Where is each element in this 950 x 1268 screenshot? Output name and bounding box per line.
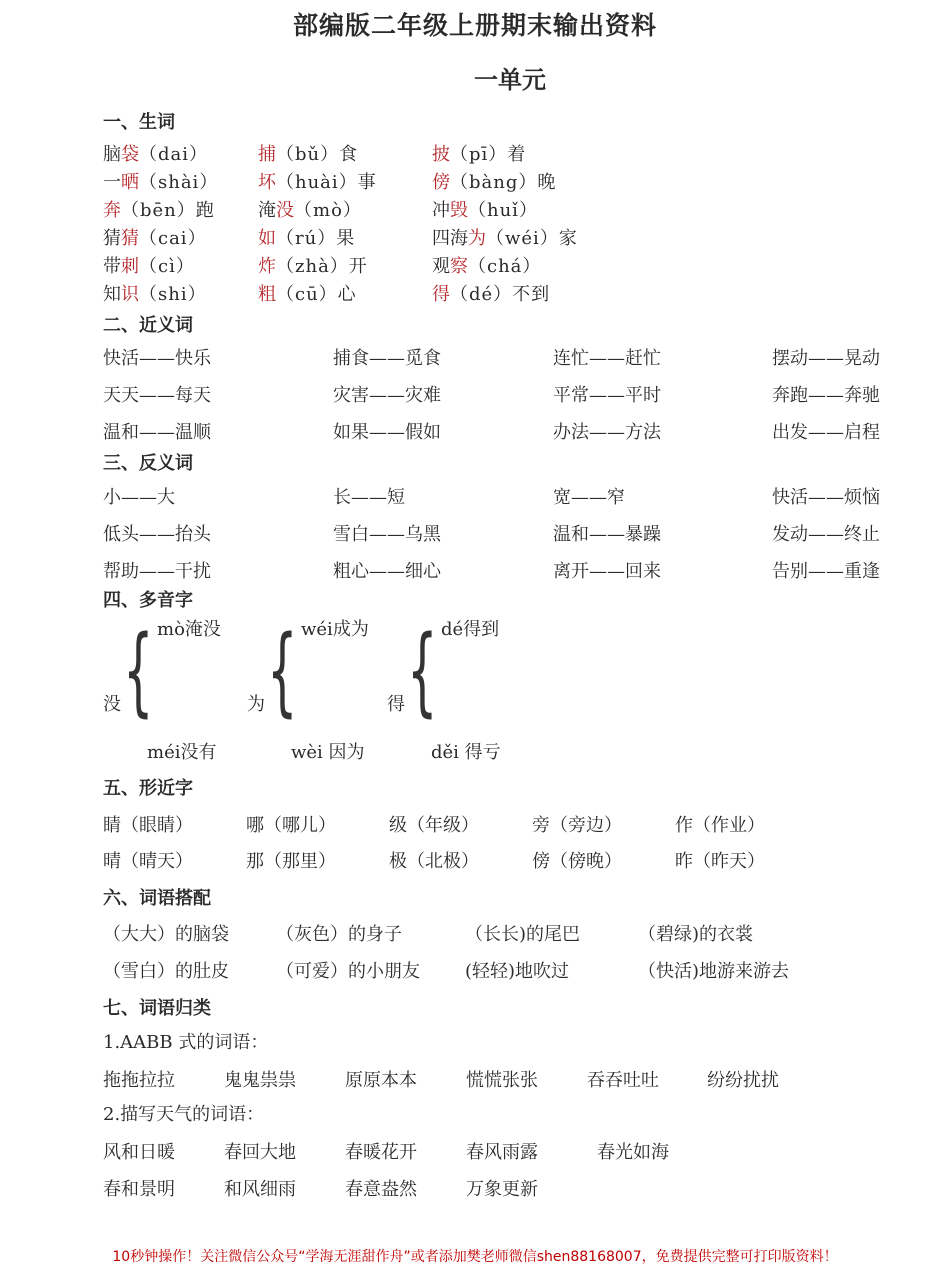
polyphone-char: 为 — [247, 694, 265, 715]
section-heading-synonyms: 二、近义词 — [103, 315, 193, 336]
highlighted-char: 察 — [450, 256, 468, 277]
pinyin-and-suffix: （shi） — [139, 284, 207, 305]
brace-icon: { — [267, 615, 298, 727]
new-word-entry — [258, 197, 362, 225]
new-word-entry — [258, 169, 377, 197]
synonym-pair: 快活——快乐 — [103, 348, 211, 369]
weather-subheading: 2.描写天气的词语： — [103, 1104, 265, 1125]
highlighted-char: 晒 — [121, 172, 139, 193]
aabb-word: 纷纷扰扰 — [707, 1070, 779, 1091]
synonym-pair: 平常——平时 — [553, 385, 661, 406]
highlighted-char: 猜 — [121, 228, 139, 249]
word-prefix: 四海 — [432, 228, 468, 249]
new-word-entry — [258, 253, 368, 281]
new-word-entry — [103, 197, 215, 225]
collocation-phrase: （灰色）的身子 — [276, 924, 402, 945]
word-prefix: 淹 — [258, 200, 276, 221]
similar-char-pair: 那（那里） — [246, 851, 336, 872]
new-word-entry — [432, 141, 526, 169]
aabb-subheading: 1.AABB 式的词语： — [103, 1032, 269, 1053]
polyphone-char: 得 — [387, 694, 405, 715]
weather-word: 春风雨露 — [466, 1142, 538, 1163]
new-word-entry — [432, 253, 541, 281]
weather-word: 春光如海 — [597, 1142, 669, 1163]
highlighted-char: 捕 — [258, 144, 276, 165]
highlighted-char: 识 — [121, 284, 139, 305]
polyphone-reading-bottom: wèi 因为 — [291, 742, 365, 763]
new-word-entry — [432, 197, 538, 225]
pinyin-and-suffix: （huài）事 — [276, 172, 377, 193]
collocation-phrase: （雪白）的肚皮 — [103, 961, 229, 982]
polyphone-reading-top: dé得到 — [441, 619, 500, 640]
word-prefix: 猜 — [103, 228, 121, 249]
synonym-pair: 连忙——赶忙 — [553, 348, 661, 369]
synonym-pair: 灾害——灾难 — [333, 385, 441, 406]
pinyin-and-suffix: （pī）着 — [450, 144, 527, 165]
new-word-entry — [103, 169, 218, 197]
pinyin-and-suffix: （huǐ） — [468, 200, 538, 221]
section-heading-new-words: 一、生词 — [103, 112, 175, 133]
synonym-pair: 天天——每天 — [103, 385, 211, 406]
aabb-word: 拖拖拉拉 — [103, 1070, 175, 1091]
word-prefix: 冲 — [432, 200, 450, 221]
synonym-pair: 出发——启程 — [772, 422, 880, 443]
pinyin-and-suffix: （mò） — [294, 200, 362, 221]
antonym-pair: 低头——抬头 — [103, 524, 211, 545]
new-word-entry — [103, 281, 207, 309]
highlighted-char: 为 — [468, 228, 486, 249]
word-prefix: 一 — [103, 172, 121, 193]
weather-word: 万象更新 — [466, 1179, 538, 1200]
pinyin-and-suffix: （bàng）晚 — [450, 172, 557, 193]
highlighted-char: 毁 — [450, 200, 468, 221]
aabb-word: 原原本本 — [345, 1070, 417, 1091]
synonym-pair: 如果——假如 — [333, 422, 441, 443]
pinyin-and-suffix: （cì） — [139, 256, 195, 277]
new-word-entry — [103, 225, 207, 253]
section-heading-word-groups: 七、词语归类 — [103, 998, 211, 1019]
new-word-entry — [258, 225, 355, 253]
collocation-phrase: （碧绿)的衣裳 — [638, 924, 754, 945]
collocation-phrase: （可爱）的小朋友 — [276, 961, 420, 982]
weather-word: 春和景明 — [103, 1179, 175, 1200]
similar-char-pair: 旁（旁边） — [532, 815, 622, 836]
pinyin-and-suffix: （dé）不到 — [450, 284, 551, 305]
synonym-pair: 捕食——觅食 — [333, 348, 441, 369]
highlighted-char: 奔 — [103, 200, 121, 221]
pinyin-and-suffix: （cū）心 — [276, 284, 357, 305]
synonym-pair: 奔跑——奔驰 — [772, 385, 880, 406]
word-prefix: 带 — [103, 256, 121, 277]
synonym-pair: 办法——方法 — [553, 422, 661, 443]
similar-char-pair: 哪（哪儿） — [246, 815, 336, 836]
similar-char-pair: 极（北极） — [389, 851, 479, 872]
weather-word: 春意盎然 — [345, 1179, 417, 1200]
pinyin-and-suffix: （cai） — [139, 228, 207, 249]
polyphone-reading-bottom: méi没有 — [147, 742, 217, 763]
pinyin-and-suffix: （bǔ）食 — [276, 144, 359, 165]
highlighted-char: 得 — [432, 284, 450, 305]
new-word-entry — [432, 169, 556, 197]
weather-word: 春暖花开 — [345, 1142, 417, 1163]
highlighted-char: 袋 — [121, 144, 139, 165]
highlighted-char: 没 — [276, 200, 294, 221]
highlighted-char: 披 — [432, 144, 450, 165]
collocation-phrase: (轻轻)地吹过 — [465, 961, 570, 982]
highlighted-char: 傍 — [432, 172, 450, 193]
highlighted-char: 炸 — [258, 256, 276, 277]
antonym-pair: 告别——重逢 — [772, 561, 880, 582]
antonym-pair: 长——短 — [333, 487, 405, 508]
pinyin-and-suffix: （wéi）家 — [486, 228, 578, 249]
new-word-entry — [103, 141, 208, 169]
section-heading-antonyms: 三、反义词 — [103, 453, 193, 474]
similar-char-pair: 作（作业） — [675, 815, 765, 836]
antonym-pair: 雪白——乌黑 — [333, 524, 441, 545]
collocation-phrase: （大大）的脑袋 — [103, 924, 229, 945]
aabb-word: 吞吞吐吐 — [587, 1070, 659, 1091]
polyphone-char: 没 — [103, 694, 121, 715]
word-prefix: 知 — [103, 284, 121, 305]
new-word-entry — [258, 281, 357, 309]
similar-char-pair: 级（年级） — [389, 815, 479, 836]
antonym-pair: 离开——回来 — [553, 561, 661, 582]
antonym-pair: 宽——窄 — [553, 487, 625, 508]
highlighted-char: 坏 — [258, 172, 276, 193]
new-word-entry — [103, 253, 195, 281]
aabb-word: 鬼鬼祟祟 — [224, 1070, 296, 1091]
pinyin-and-suffix: （dai） — [139, 144, 209, 165]
highlighted-char: 刺 — [121, 256, 139, 277]
weather-word: 风和日暖 — [103, 1142, 175, 1163]
synonym-pair: 温和——温顺 — [103, 422, 211, 443]
synonym-pair: 摆动——晃动 — [772, 348, 880, 369]
similar-char-pair: 晴（晴天） — [103, 851, 193, 872]
highlighted-char: 粗 — [258, 284, 276, 305]
antonym-pair: 粗心——细心 — [333, 561, 441, 582]
polyphone-reading-top: mò淹没 — [157, 619, 221, 640]
collocation-phrase: （长长)的尾巴 — [465, 924, 581, 945]
word-prefix: 脑 — [103, 144, 121, 165]
antonym-pair: 温和——暴躁 — [553, 524, 661, 545]
aabb-word: 慌慌张张 — [466, 1070, 538, 1091]
pinyin-and-suffix: （shài） — [139, 172, 219, 193]
new-word-entry — [432, 225, 578, 253]
weather-word: 春回大地 — [224, 1142, 296, 1163]
word-prefix: 观 — [432, 256, 450, 277]
section-heading-collocations: 六、词语搭配 — [103, 888, 211, 909]
antonym-pair: 帮助——干扰 — [103, 561, 211, 582]
antonym-pair: 发动——终止 — [772, 524, 880, 545]
similar-char-pair: 睛（眼睛） — [103, 815, 193, 836]
similar-char-pair: 傍（傍晚） — [532, 851, 622, 872]
antonym-pair: 快活——烦恼 — [772, 487, 880, 508]
collocation-phrase: （快活)地游来游去 — [638, 961, 790, 982]
section-heading-similar-chars: 五、形近字 — [103, 778, 193, 799]
footer-notice: 10秒钟操作！关注微信公众号“学海无涯甜作舟”或者添加樊老师微信shen88168007，免费提供完整可打印版资料！ — [112, 1249, 838, 1265]
section-heading-polyphones: 四、多音字 — [103, 590, 193, 611]
polyphone-reading-bottom: děi 得亏 — [431, 742, 501, 763]
antonym-pair: 小——大 — [103, 487, 175, 508]
new-word-entry — [258, 141, 358, 169]
unit-title: 一单元 — [474, 65, 546, 94]
pinyin-and-suffix: （zhà）开 — [276, 256, 368, 277]
brace-icon: { — [407, 615, 438, 727]
pinyin-and-suffix: （bēn）跑 — [121, 200, 215, 221]
pinyin-and-suffix: （chá） — [468, 256, 542, 277]
brace-icon: { — [123, 615, 154, 727]
pinyin-and-suffix: （rú）果 — [276, 228, 356, 249]
highlighted-char: 如 — [258, 228, 276, 249]
polyphone-reading-top: wéi成为 — [301, 619, 369, 640]
similar-char-pair: 昨（昨天） — [675, 851, 765, 872]
new-word-entry — [432, 281, 550, 309]
weather-word: 和风细雨 — [224, 1179, 296, 1200]
page-title: 部编版二年级上册期末输出资料 — [292, 11, 657, 40]
